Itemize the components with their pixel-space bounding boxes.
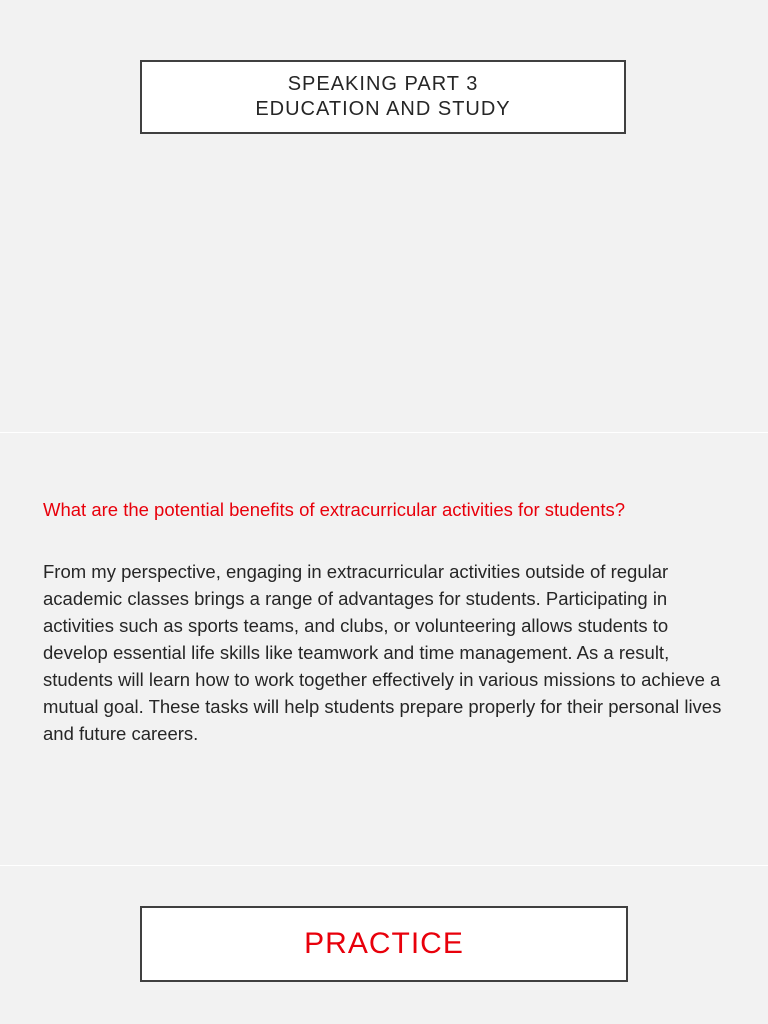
slide-title-line-1: SPEAKING PART 3: [287, 73, 479, 95]
practice-slide: [0, 866, 768, 1024]
content-slide: [0, 433, 768, 865]
practice-title: PRACTICE: [304, 927, 464, 960]
title-box: [140, 60, 626, 134]
answer-text: From my perspective, engaging in extracurricular activities outside of regular academic classes brings a range of advantages for students. Participating in activities such as sports teams, and clubs, or volunteering allows students to develop essential life skills like teamwork and time management. As a result, students will learn how to work together effectively in various missions to achieve a mutual goal. These tasks will help students prepare properly for their personal lives and future careers.: [43, 561, 722, 744]
slide-title-line-2: EDUCATION AND STUDY: [255, 98, 511, 120]
question-text: What are the potential benefits of extracurricular activities for students?: [43, 499, 626, 520]
practice-box: [140, 906, 628, 982]
title-slide: [0, 0, 768, 432]
